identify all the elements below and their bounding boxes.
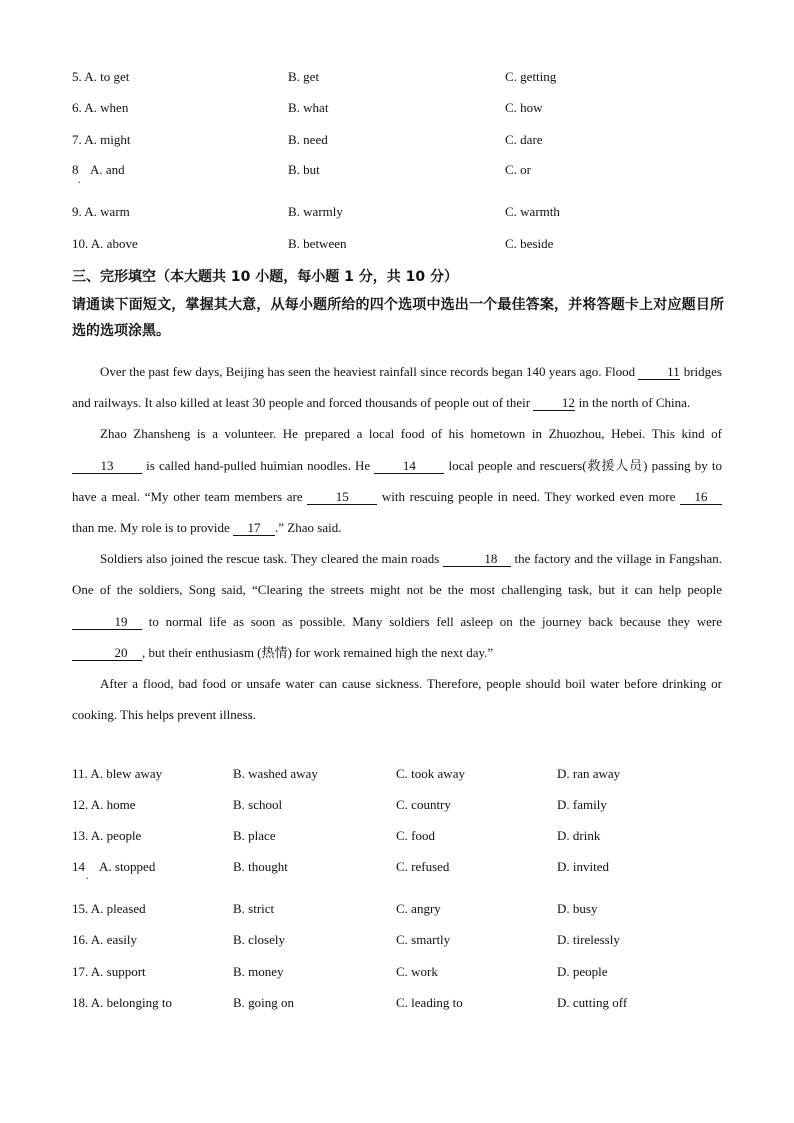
option-row-5 bbox=[72, 69, 732, 87]
option-15-c: C. angry bbox=[396, 901, 441, 916]
option-11-a: 11. A. blew away bbox=[72, 766, 163, 781]
option-row-15 bbox=[72, 901, 732, 919]
option-8-a: A. and bbox=[90, 162, 125, 177]
option-row-11 bbox=[72, 766, 732, 784]
option-row-7 bbox=[72, 132, 732, 150]
passage-text: than me. My role is to provide bbox=[72, 520, 234, 536]
passage-text: is called hand-pulled huimian noodles. He bbox=[142, 457, 375, 473]
option-16-c: C. smartly bbox=[396, 932, 451, 947]
option-18-d: D. cutting off bbox=[557, 995, 628, 1010]
option-5-c: C. getting bbox=[505, 69, 557, 84]
passage-text: local people and rescuers(救援人员) passing by to have a meal. “My other team members are bbox=[72, 457, 722, 504]
option-14-b: B. thought bbox=[233, 859, 288, 874]
option-17-a: 17. A. support bbox=[72, 964, 146, 979]
option-row-12 bbox=[72, 797, 732, 815]
passage-paragraph-3 bbox=[72, 543, 722, 668]
blank-17: 17 bbox=[233, 521, 275, 536]
option-12-c: C. country bbox=[396, 797, 451, 812]
option-8-number: 8 bbox=[72, 162, 79, 177]
option-16-a: 16. A. easily bbox=[72, 932, 137, 947]
blank-12: 12 bbox=[533, 396, 575, 411]
option-9-c: C. warmth bbox=[505, 204, 560, 219]
passage-text: bridges and railways. It also killed at least 30 people and forced thousands of people out of their bbox=[72, 364, 722, 411]
option-row-13 bbox=[72, 828, 732, 846]
option-10-a: 10. A. above bbox=[72, 236, 138, 251]
option-8-c: C. or bbox=[505, 162, 531, 177]
option-12-a: 12. A. home bbox=[72, 797, 136, 812]
option-15-b: B. strict bbox=[233, 901, 275, 916]
option-14-number: 14 bbox=[72, 859, 85, 874]
option-row-8 bbox=[72, 162, 732, 186]
option-12-b: B. school bbox=[233, 797, 283, 812]
option-row-17 bbox=[72, 964, 732, 982]
blank-16: 16 bbox=[680, 490, 722, 505]
option-row-18 bbox=[72, 995, 732, 1013]
option-17-d: D. people bbox=[557, 964, 608, 979]
passage-text: .” Zhao said. bbox=[275, 520, 342, 536]
option-14-a: A. stopped bbox=[99, 859, 156, 874]
option-13-b: B. place bbox=[233, 828, 276, 843]
blank-15: 15 bbox=[307, 490, 377, 505]
option-14-d: D. invited bbox=[557, 859, 609, 874]
option-row-16 bbox=[72, 932, 732, 950]
option-18-a: 18. A. belonging to bbox=[72, 995, 173, 1010]
option-row-10 bbox=[72, 236, 732, 254]
option-6-a: 6. A. when bbox=[72, 100, 129, 115]
option-5-a: 5. A. to get bbox=[72, 69, 130, 84]
question-dot-mark: . bbox=[86, 871, 89, 882]
option-11-d: D. ran away bbox=[557, 766, 621, 781]
passage-text: the factory and the village in Fangshan. One of the soldiers, Song said, “Clearing the streets might not be the most challenging task, but it can help people bbox=[72, 551, 722, 598]
passage-text: Over the past few days, Beijing has seen the heaviest rainfall since records began 140 years ago. Flood bbox=[100, 364, 639, 379]
option-18-c: C. leading to bbox=[396, 995, 463, 1010]
option-15-d: D. busy bbox=[557, 901, 598, 916]
option-8-b: B. but bbox=[288, 162, 320, 177]
cloze-passage bbox=[72, 356, 722, 730]
option-17-c: C. work bbox=[396, 964, 438, 979]
blank-20: 20 bbox=[72, 646, 142, 661]
option-7-b: B. need bbox=[288, 132, 328, 147]
option-13-c: C. food bbox=[396, 828, 435, 843]
section-instruction: 请通读下面短文，掌握其大意，从每小题所给的四个选项中选出一个最佳答案，并将答题卡上对应题目所选的选项涂黑。 bbox=[72, 297, 724, 339]
option-12-d: D. family bbox=[557, 797, 607, 812]
option-13-a: 13. A. people bbox=[72, 828, 142, 843]
blank-14: 14 bbox=[374, 459, 444, 474]
option-7-a: 7. A. might bbox=[72, 132, 131, 147]
option-10-b: B. between bbox=[288, 236, 347, 251]
option-15-a: 15. A. pleased bbox=[72, 901, 146, 916]
passage-text: , but their enthusiasm (热情) for work remained high the next day.” bbox=[142, 644, 494, 660]
option-16-b: B. closely bbox=[233, 932, 285, 947]
option-11-b: B. washed away bbox=[233, 766, 318, 781]
option-18-b: B. going on bbox=[233, 995, 295, 1010]
option-17-b: B. money bbox=[233, 964, 284, 979]
blank-13: 13 bbox=[72, 459, 142, 474]
passage-text: to normal life as soon as possible. Many soldiers fell asleep on the journey back because they were bbox=[142, 613, 722, 629]
blank-11: 11 bbox=[638, 365, 680, 380]
option-16-d: D. tirelessly bbox=[557, 932, 620, 947]
passage-text: Soldiers also joined the rescue task. They cleared the main roads bbox=[100, 551, 443, 567]
option-13-d: D. drink bbox=[557, 828, 601, 843]
section-title: 三、完形填空（本大题共 10 小题，每小题 1 分，共 10 分） bbox=[72, 269, 458, 285]
passage-text: with rescuing people in need. They worked even more bbox=[377, 488, 680, 504]
blank-18: 18 bbox=[443, 552, 511, 567]
option-5-b: B. get bbox=[288, 69, 320, 84]
passage-paragraph-2 bbox=[72, 418, 722, 543]
option-row-14 bbox=[72, 859, 732, 882]
passage-paragraph-4: After a flood, bad food or unsafe water can cause sickness. Therefore, people should boil water before drinking or cooking. This helps prevent illness. bbox=[72, 676, 722, 723]
option-11-c: C. took away bbox=[396, 766, 465, 781]
blank-19: 19 bbox=[72, 615, 142, 630]
option-6-c: C. how bbox=[505, 100, 543, 115]
option-row-9 bbox=[72, 204, 732, 222]
passage-text: in the north of China. bbox=[575, 395, 691, 411]
option-9-b: B. warmly bbox=[288, 204, 343, 219]
option-row-6 bbox=[72, 100, 732, 118]
question-dot-mark: . bbox=[78, 175, 81, 186]
passage-text: Zhao Zhansheng is a volunteer. He prepared a local food of his hometown in Zhuozhou, Hebei. This kind of bbox=[100, 426, 722, 442]
option-7-c: C. dare bbox=[505, 132, 543, 147]
passage-paragraph-1 bbox=[72, 356, 722, 418]
option-10-c: C. beside bbox=[505, 236, 554, 251]
option-6-b: B. what bbox=[288, 100, 329, 115]
option-14-c: C. refused bbox=[396, 859, 450, 874]
option-9-a: 9. A. warm bbox=[72, 204, 130, 219]
